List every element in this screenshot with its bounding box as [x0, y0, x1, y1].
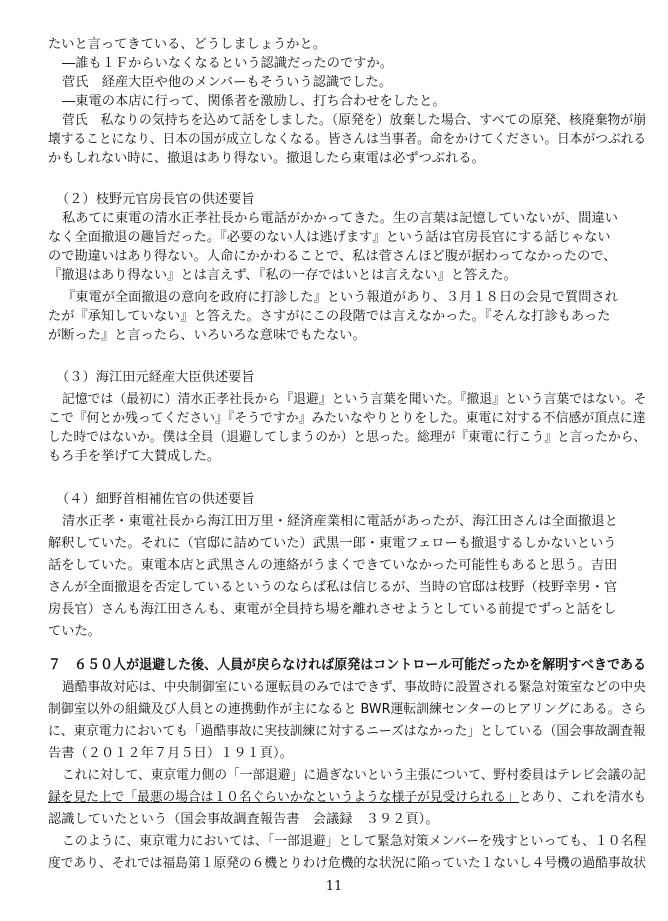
text-line: このように、東京電力においては、「一部退避」として緊急対策メンバーを残すといっても、１０名程 — [62, 834, 647, 849]
text-line: 清水正孝・東電社長から海江田万里・経済産業相に電話があったが、海江田さんは全面撤退と — [62, 514, 618, 529]
text-line-tail: とあり、これを清水も — [518, 790, 647, 805]
text-line: ―東電の本店に行って、関係者を激励し、打ち合わせをしたと。 — [62, 94, 446, 109]
text-line: たいと言ってきている、どうしましょうかと。 — [48, 37, 326, 52]
text-line: 『撤退はあり得ない』とは言えず、『私の一存ではいとは言えない』と答えた。 — [48, 268, 517, 283]
text-line: ので勘違いはあり得ない。人命にかかわることで、私は菅さんほど腹が据わってなかったので、 — [48, 249, 617, 264]
section-heading: （３）海江田元経産大臣供述要旨 — [56, 370, 255, 385]
text-line — [48, 789, 646, 806]
text-line: ―誰も１Ｆからいなくなるという認識だったのですか。 — [62, 56, 393, 71]
text-line: 解釈していた。それに（官邸に詰めていた）武黒一郎・東電フェローも撤退するしかないという — [48, 536, 617, 551]
text-line: さんが全面撤退を否定しているというのならば私は信じるが、当時の官邸は枝野（枝野幸男・官 — [48, 580, 618, 595]
text-line: 菅氏 経産大臣や他のメンバーもそういう認識でした。 — [62, 75, 393, 90]
text-line: ていた。 — [48, 624, 101, 639]
text-line: 認識していたという（国会事故調査報告書 会議録 ３９２頁）。 — [48, 812, 439, 827]
text-line: 『東電が全面撤退の意向を政府に打診した』という報道があり、３月１８日の会見で質問され — [62, 290, 618, 305]
text-line: もろ手を挙げて大賛成した。 — [48, 449, 221, 464]
text-line: に、東京電力においても「過酷事故に実技訓練に対するニーズはなかった」としている（国会事故調査報 — [48, 724, 646, 739]
section-heading: （２）枝野元官房長官の供述要旨 — [56, 192, 255, 207]
underlined-lead: 録を見た上で — [48, 790, 125, 805]
text-line: 度であり、それでは福島第１原発の６機とりわけ危機的な状況に陥っていた１ないし４号機の過酷事故状 — [48, 856, 647, 871]
text-line: なく全面撤退の趣旨だった。『必要のない人は逃げます』という話は官房長官にする話じゃない — [48, 230, 611, 245]
section-heading: （４）細野首相補佐官の供述要旨 — [56, 492, 255, 507]
section-heading: ７ ６５０人が退避した後、人員が戻らなければ原発はコントロール可能だったかを解明すべきである — [48, 657, 647, 673]
text-line: 話をしていた。東電本店と武黒さんの連絡がうまくできていなかった可能性もあると思う。吉田 — [48, 558, 618, 573]
text-line: が断った』と言ったら、いろいろな意味でもたない。 — [48, 328, 366, 343]
text-line: 房長官）さんも海江田さんも、東電が全員持ち場を離れさせようとしている前提でずっと話をし — [48, 602, 617, 617]
underlined-quote: 「最悪の場合は１０名ぐらいかなというような様子が見受けられる」 — [124, 790, 519, 805]
page-number: 11 — [325, 879, 343, 894]
text-line: 壊することになり、日本の国が成立しなくなる。皆さんは当事者。命をかけてください。日本がつぶれる — [48, 132, 647, 147]
text-line: たが『承知していない』と答えた。さすがにこの段階では言えなかった。『そんな打診もあった — [48, 309, 611, 324]
text-line: これに対して、東京電力側の「一部退避」に過ぎないという主張について、野村委員はテレビ会議の記 — [62, 768, 646, 783]
text-line: 記憶では（最初に）清水正孝社長から『退避』という言葉を聞いた。『撤退』という言葉ではない。そ — [62, 392, 647, 407]
text-line: かもしれない時に、撤退はあり得ない。撤退したら東電は必ずつぶれる。 — [48, 151, 485, 166]
text-line: 過酷事故対応は、中央制御室にいる運転員のみではできず、事故時に設置される緊急対策室などの中央 — [62, 680, 646, 695]
text-line: 菅氏 私なりの気持ちを込めて話をしました。（原発を）放棄した場合、すべての原発、核廃棄物が崩 — [62, 113, 647, 128]
text-line: 私あてに東電の清水正孝社長から電話がかかってきた。生の言葉は記憶していないが、間違い — [62, 211, 618, 226]
text-line: こで『何とか残ってください』『そうですか』みたいなやりとりをした。東電に対する不信感が頂点に達 — [48, 411, 646, 426]
text-line: 告書（２０１２年７月５日）１９１頁）。 — [48, 746, 293, 761]
text-line: した時ではないか。僕は全員（退避してしまうのか）と思った。総理が『東電に行こう』と言ったから、 — [48, 430, 647, 445]
text-line: 制御室以外の組織及び人員との連携動作が主になると BWR運転訓練センターのヒアリングにある。さら — [48, 702, 647, 717]
